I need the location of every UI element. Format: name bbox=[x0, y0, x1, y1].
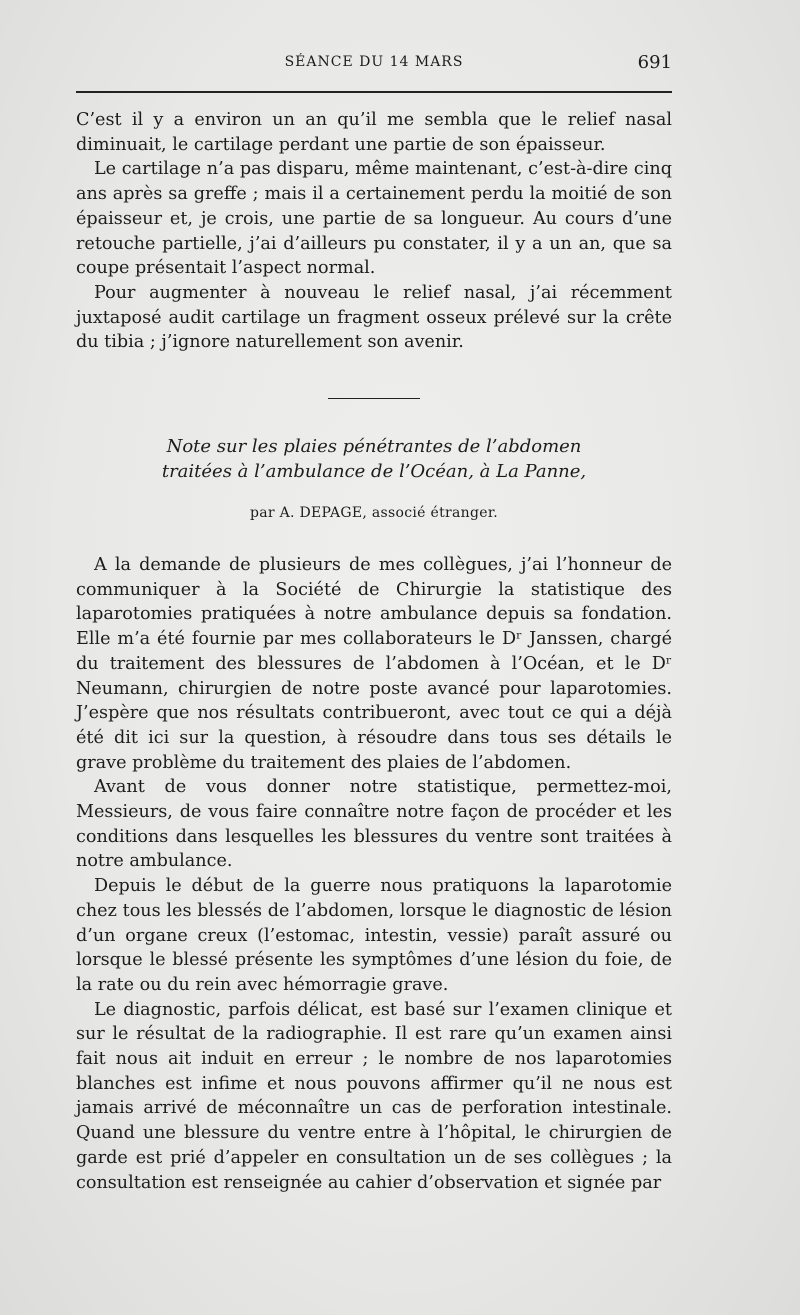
paragraph: Le cartilage n’a pas disparu, même maintenant, c’est-à-dire cinq ans après sa greffe ; mais il a certainement perdu la moitié de son épaisseur et, je crois, une partie de sa longueur. Au cours d’une retouche partielle, j’ai d’ailleurs pu constater, il y a un an, que sa coupe présentait l’aspect normal. bbox=[76, 159, 672, 279]
header-rule bbox=[76, 91, 672, 93]
paragraph: Avant de vous donner notre statistique, permettez-moi, Messieurs, de vous faire connaître notre façon de procéder et les conditions dans lesquelles les blessures du ventre sont traitées à notre ambulance. bbox=[76, 777, 672, 872]
paragraph: A la demande de plusieurs de mes collègues, j’ai l’honneur de communiquer à la Société de Chirurgie la statistique des laparotomies pratiquées à notre ambulance depuis sa fondation. Elle m’a été fournie par mes collaborateurs le Dʳ Janssen, chargé du traitement des blessures de l’abdomen à l’Océan, et le Dʳ Neumann, chirurgien de notre poste avancé pour laparotomies. J’espère que nos résultats contribueront, avec tout ce qui a déjà été dit ici sur la question, à résoudre dans tous ses détails le grave problème du traitement des plaies de l’abdomen. bbox=[76, 555, 672, 773]
article-title bbox=[76, 434, 672, 484]
paragraph: Pour augmenter à nouveau le relief nasal, j’ai récemment juxtaposé audit cartilage un fragment osseux prélevé sur la crête du tibia ; j’ignore naturellement son avenir. bbox=[76, 282, 672, 353]
paragraph: Le diagnostic, parfois délicat, est basé sur l’examen clinique et sur le résultat de la radiographie. Il est rare qu’un examen ainsi fait nous ait induit en erreur ; le nombre de nos laparotomies blanches est infime et nous pouvons affirmer qu’il ne nous est jamais arrivé de méconnaître un cas de perforation intestinale. Quand une blessure du ventre entre à l’hôpital, le chirurgien de garde est prié d’appeler en consultation un de ses collègues ; la consultation est renseignée au cahier d’observation et signée par bbox=[76, 999, 672, 1193]
running-title: SÉANCE DU 14 MARS bbox=[284, 54, 464, 70]
article-title-line: traitées à l’ambulance de l’Océan, à La Panne, bbox=[161, 461, 587, 482]
continuation-text bbox=[76, 108, 672, 355]
article-title-line: Note sur les plaies pénétrantes de l’abdomen bbox=[166, 436, 582, 457]
paragraph: C’est il y a environ un an qu’il me sembla que le relief nasal diminuait, le cartilage perdant une partie de son épaisseur. bbox=[76, 110, 672, 155]
paragraph: Depuis le début de la guerre nous pratiquons la laparotomie chez tous les blessés de l’abdomen, lorsque le diagnostic de lésion d’un organe creux (l’estomac, intestin, vessie) paraît assuré ou lorsque le blessé présente les symptômes d’une lésion du foie, de la rate ou du rein avec hémorragie grave. bbox=[76, 876, 672, 995]
running-header bbox=[76, 52, 672, 82]
article-byline: par A. DEPAGE, associé étranger. bbox=[249, 505, 499, 521]
section-separator bbox=[328, 398, 420, 399]
article-body bbox=[76, 553, 672, 1195]
page-number: 691 bbox=[637, 52, 672, 73]
